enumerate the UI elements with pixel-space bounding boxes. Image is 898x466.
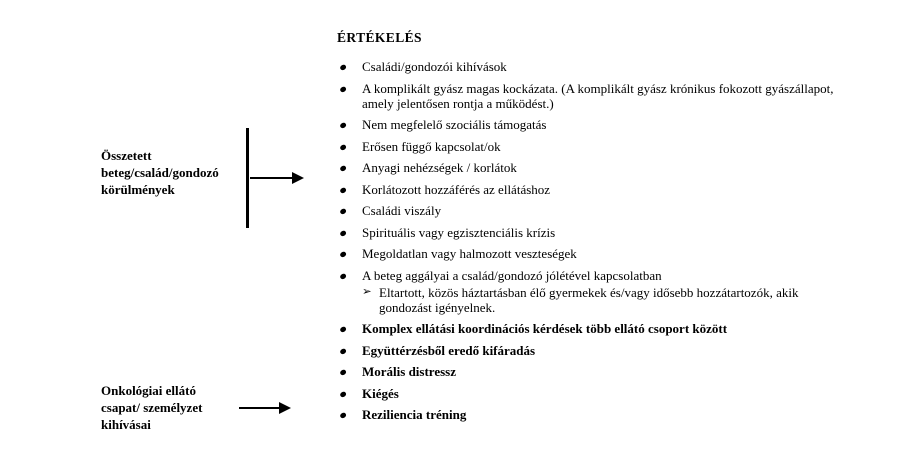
list-item-text: Erősen függő kapcsolat/ok	[362, 138, 501, 154]
team-challenges-list	[337, 321, 867, 422]
bullet-icon	[337, 139, 362, 150]
bullet-icon	[337, 203, 362, 214]
label-oncology-team: Onkológiai ellátó csapat/ személyzet kihívásai	[101, 383, 203, 432]
list-item	[337, 268, 867, 315]
bullet-icon	[337, 117, 362, 128]
list-item	[337, 386, 867, 401]
list-item	[337, 364, 867, 379]
arrowhead-bullet-icon	[362, 285, 379, 300]
bullet-icon	[337, 160, 362, 171]
list-item-text: Családi viszály	[362, 203, 442, 218]
list-item-text	[362, 268, 849, 315]
list-item-text: A komplikált gyász magas kockázata. (A komplikált gyász krónikus fokozott gyászállapot, amely jelentősen rontja a működést.)	[362, 80, 834, 111]
list-item-text: Nem megfelelő szociális támogatás	[362, 117, 547, 132]
list-item	[337, 117, 867, 132]
list-item	[337, 160, 867, 175]
list-item-text: Spirituális vagy egzisztenciális krízis	[362, 224, 556, 240]
list-item	[337, 81, 867, 111]
bullet-icon	[337, 59, 362, 70]
list-item	[337, 407, 867, 422]
bracket-line	[246, 128, 249, 228]
list-item	[337, 225, 867, 240]
list-item-text: Együttérzésből eredő kifáradás	[362, 342, 536, 358]
label-complex-circumstances: Összetett beteg/család/gondozó körülmények	[101, 148, 219, 197]
bullet-icon	[337, 364, 362, 375]
list-item-text: Kiégés	[362, 385, 399, 401]
section-title: ÉRTÉKELÉS	[337, 30, 422, 45]
evaluation-section	[337, 30, 867, 429]
bullet-icon	[337, 321, 362, 332]
list-item-text: Korlátozott hozzáférés az ellátáshoz	[362, 181, 551, 197]
list-item-text: Morális distressz	[362, 364, 456, 379]
list-item	[337, 321, 867, 336]
bullet-icon	[337, 343, 362, 354]
bullet-icon	[337, 246, 362, 257]
arrow-right-icon	[250, 171, 304, 190]
list-item	[337, 246, 867, 261]
list-item-text: Reziliencia tréning	[362, 407, 467, 422]
bullet-icon	[337, 81, 362, 92]
bullet-icon	[337, 182, 362, 193]
evaluation-list	[337, 59, 867, 315]
sub-list-item	[362, 285, 849, 315]
list-item-text: Megoldatlan vagy halmozott veszteségek	[362, 246, 577, 261]
list-item	[337, 343, 867, 358]
bullet-icon	[337, 407, 362, 418]
list-item	[337, 182, 867, 197]
bullet-icon	[337, 225, 362, 236]
arrow-right-icon	[239, 401, 291, 420]
list-item-text: Komplex ellátási koordinációs kérdések több ellátó csoport között	[362, 321, 728, 336]
list-item	[337, 139, 867, 154]
list-item-text: Családi/gondozói kihívások	[362, 59, 507, 74]
list-item-text: A beteg aggályai a család/gondozó jólétével kapcsolatban	[362, 267, 662, 283]
list-item	[337, 203, 867, 218]
bullet-icon	[337, 386, 362, 397]
sub-list-item-text: Eltartott, közös háztartásban élő gyermekek és/vagy idősebb hozzátartozók, akik gondozást igényelnek.	[379, 284, 799, 315]
list-item-text: Anyagi nehézségek / korlátok	[362, 160, 517, 175]
list-item	[337, 59, 867, 74]
bullet-icon	[337, 268, 362, 279]
